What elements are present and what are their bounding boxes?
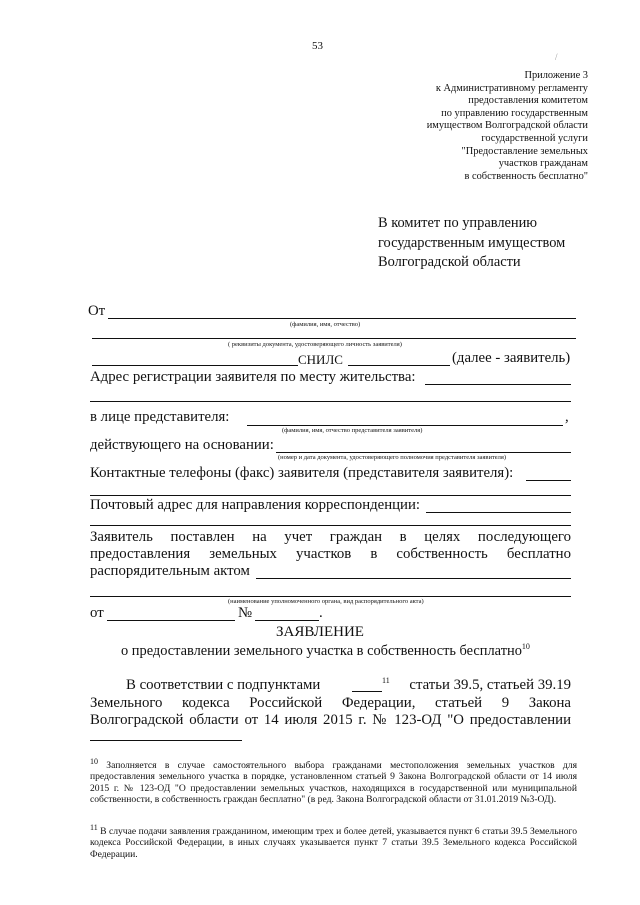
phones-field[interactable] — [526, 480, 571, 481]
footnote-number: 10 — [90, 756, 98, 766]
document-subtitle — [121, 643, 530, 660]
phones-field-2[interactable] — [90, 495, 571, 496]
basis-field[interactable] — [276, 452, 571, 453]
addressee-line: В комитет по управлению — [378, 215, 538, 231]
appendix-line: по управлению государственным — [441, 107, 588, 119]
snils-label: СНИЛС — [298, 352, 343, 367]
authority-hint: (наименование уполномоченного органа, вид распорядительного акта) — [228, 598, 424, 605]
footnote-11 — [90, 822, 577, 860]
body-line-1-end: статьи 39.5, статьей 39.19 — [409, 677, 571, 693]
basis-hint: (номер и дата документа, удостоверяющего полномочия представителя заявителя) — [278, 454, 507, 461]
subparagraph-field[interactable] — [352, 691, 382, 692]
appendix-line: участков гражданам — [498, 158, 588, 170]
appendix-line: в собственность бесплатно" — [464, 170, 588, 182]
footnote-10 — [90, 756, 577, 806]
footnote-separator — [90, 740, 242, 741]
footnote-number: 11 — [90, 822, 98, 832]
addressee-block — [378, 214, 565, 273]
date-from-label: от — [90, 605, 104, 621]
act-label: распорядительным актом — [90, 563, 250, 579]
phones-label: Контактные телефоны (факс) заявителя (представителя заявителя): — [90, 465, 514, 481]
body-line-2: Земельного кодекса Российской Федерации, статьей 9 Закона — [90, 695, 571, 711]
document-title: ЗАЯВЛЕНИЕ — [276, 624, 364, 640]
postal-field-2[interactable] — [90, 525, 571, 526]
fio-field[interactable] — [108, 318, 576, 319]
snils-field[interactable] — [348, 365, 450, 366]
number-end: . — [319, 605, 323, 621]
footnote-ref-10: 10 — [521, 642, 530, 652]
appendix-line: "Предоставление земельных — [461, 145, 588, 157]
representative-comma: , — [565, 409, 569, 425]
addressee-line: государственным имуществом — [378, 234, 566, 251]
authority-field[interactable] — [90, 596, 571, 597]
appendix-block — [427, 70, 588, 183]
act-date-field[interactable] — [107, 620, 235, 621]
reg-address-label: Адрес регистрации заявителя по месту жительства: — [90, 369, 416, 385]
appendix-line: имуществом Волгоградской области — [426, 120, 588, 132]
number-sign: № — [238, 605, 253, 621]
footnote-text: В случае подачи заявления гражданином, имеющим трех и более детей, указывается пункт 6 статьи 39.5 Земельного кодекса Российской Федерации, в иных случаях указывается пункт 7 статьи 39.5 Земельного кодекса Российской Федерации. — [90, 826, 577, 860]
appendix-line: предоставления комитетом — [468, 95, 588, 107]
body-line-1-start: В соответствии с подпунктами — [126, 677, 321, 693]
postal-label: Почтовый адрес для направления корреспонденции: — [90, 497, 420, 513]
applicant-suffix: (далее - заявитель) — [452, 350, 571, 366]
subtitle-text: о предоставлении земельного участка в собственность бесплатно — [121, 643, 522, 659]
reg-address-field-2[interactable] — [90, 401, 571, 402]
registered-line-1: Заявитель поставлен на учет граждан в целях последующего — [90, 529, 571, 545]
act-field[interactable] — [256, 578, 571, 579]
addressee-line: Волгоградской области — [378, 254, 521, 270]
registered-line-2: предоставления земельных участков в собственность бесплатно — [90, 546, 571, 562]
id-document-hint: ( реквизиты документа, удостоверяющего личность заявителя) — [228, 341, 402, 348]
scan-mark: / — [555, 52, 558, 62]
basis-label: действующего на основании: — [90, 437, 274, 453]
appendix-line: к Административному регламенту — [435, 82, 588, 94]
fio-hint: (фамилия, имя, отчество) — [290, 321, 361, 328]
representative-hint: (фамилия, имя, отчество представителя заявителя) — [282, 427, 423, 434]
representative-field[interactable] — [247, 425, 563, 426]
reg-address-field[interactable] — [425, 384, 571, 385]
appendix-line: государственной услуги — [481, 132, 588, 144]
page-number: 53 — [312, 40, 323, 52]
postal-field[interactable] — [426, 512, 571, 513]
id-document-field[interactable] — [92, 338, 576, 339]
representative-label: в лице представителя: — [90, 409, 230, 425]
applicant-name-field[interactable] — [92, 365, 298, 366]
body-line-3: Волгоградской области от 14 июля 2015 г. № 123-ОД "О предоставлении — [90, 712, 571, 728]
appendix-line: Приложение 3 — [524, 70, 588, 81]
footnote-text: Заполняется в случае самостоятельного выбора гражданами местоположения земельных участков для предоставления земельного участка в порядке, установленном статьей 9 Закона Волгоградской области от 14 июля 2015 г. № 123-ОД "О предоставлении земельных участков, находящихся в государственной или муниципальной собственности, в собственность граждан бесплатно" (в ред. Закона Волгоградской области от 31.01.2019 №3-ОД). — [90, 760, 577, 806]
act-number-field[interactable] — [255, 620, 319, 621]
from-label: От — [88, 303, 106, 319]
